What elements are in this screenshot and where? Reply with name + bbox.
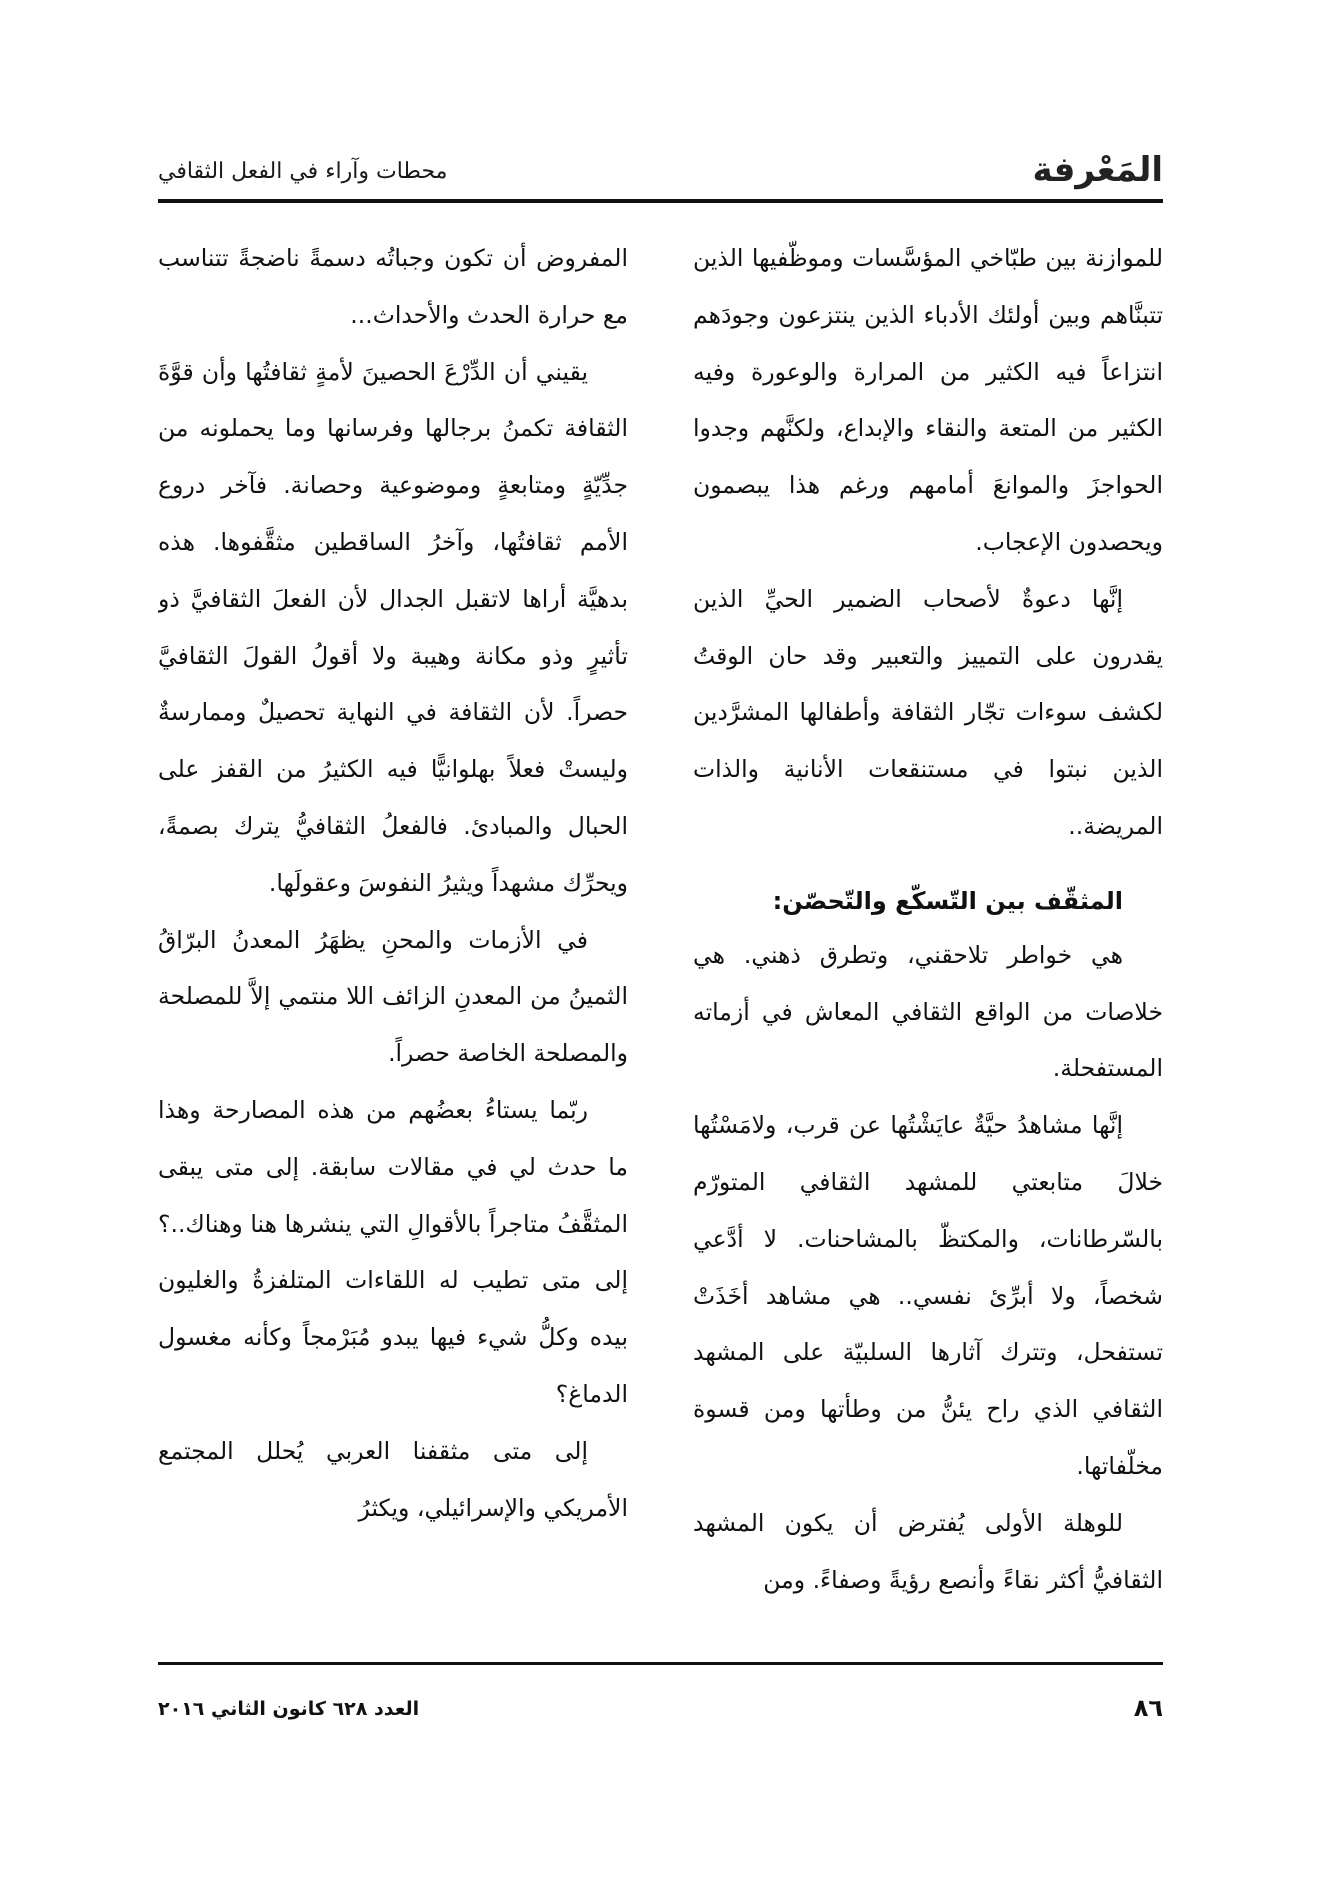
page-number: ٨٦ [1133,1694,1163,1722]
issue-info: العدد ٦٢٨ كانون الثاني ٢٠١٦ [158,1698,420,1720]
left-column [158,230,628,1650]
subheading: المثقّف بين التّسكّع والتّحصّن: [772,886,1123,915]
paragraph: في الأزمات والمحنِ يظهَرُ المعدنُ البرّاقُ الثمينُ من المعدنِ الزائف اللا منتمي إلاَّ للمصلحة والمصلحة الخاصة حصراً. [158,925,628,1068]
section-title: محطات وآراء في الفعل الثقافي [158,159,448,184]
paragraph: ربّما يستاءُ بعضُهم من هذه المصارحة وهذا ما حدث لي في مقالات سابقة. إلى متى يبقى المثقَّفُ متاجراً بالأقوالِ التي ينشرها هنا وهناك..؟ إلى متى تطيب له اللقاءات المتلفزةُ والغليون بيده وكلُّ شيء فيها يبدو مُبَرْمجاً وكأنه مغسول الدماغ؟ [158,1095,628,1408]
paragraph: هي خواطر تلاحقني، وتطرق ذهني. هي خلاصات من الواقع الثقافي المعاش في أزماته المستفحلة. [693,940,1163,1083]
header-divider [158,199,1163,203]
magazine-logo: المَعْرفة [1032,150,1163,190]
paragraph: يقيني أن الدِّرْعَ الحصينَ لأمةٍ ثقافتُها وأن قوَّةَ الثقافة تكمنُ برجالها وفرسانها وما يحملونه من جدِّيّةٍ ومتابعةٍ وموضوعية وحصانة. فآخر دروع الأمم ثقافتُها، وآخرُ الساقطين مثقَّفوها. هذه بدهيَّة أراها لاتقبل الجدال لأن الفعلَ الثقافيَّ ذو تأثيرٍ وذو مكانة وهيبة ولا أقولُ القولَ الثقافيَّ حصراً. لأن الثقافة في النهاية تحصيلٌ وممارسةٌ وليستْ فعلاً بهلوانيًّا فيه الكثيرُ من القفز على الحبال والمبادئ. فالفعلُ الثقافيُّ يترك بصمةً، ويحرِّك مشهداً ويثيرُ النفوسَ وعقولَها. [158,357,628,897]
paragraph: إلى متى مثقفنا العربي يُحلل المجتمع الأمريكي والإسرائيلي، ويكثرُ [158,1436,628,1522]
paragraph: المفروض أن تكون وجباتُه دسمةً ناضجةً تتناسب مع حرارة الحدث والأحداث... [158,244,628,329]
paragraph: إنَّها مشاهدُ حيَّةٌ عايَشْتُها عن قرب، ولامَسْتُها خلالَ متابعتي للمشهد الثقافي المتورّم بالسّرطانات، والمكتظّ بالمشاحنات. لا أدَّعي شخصاً، ولا أبرِّئ نفسي.. هي مشاهد أخَذَتْ تستفحل، وتترك آثارها السلبيّة على المشهد الثقافي الذي راح يئنُّ من وطأتها ومن قسوة مخلّفاتها. [693,1111,1163,1480]
paragraph: إنَّها دعوةٌ لأصحاب الضمير الحيِّ الذين يقدرون على التمييز والتعبير وقد حان الوقتُ لكشف سوءات تجّار الثقافة وأطفالها المشرَّدين الذين نبتوا في مستنقعات الأنانية والذات المريضة.. [693,584,1163,840]
right-column [693,230,1163,1650]
paragraph: للوهلة الأولى يُفترض أن يكون المشهد الثقافيُّ أكثر نقاءً وأنصع رؤيةً وصفاءً. ومن [693,1508,1163,1594]
page-header [158,150,1163,198]
page-footer [158,1690,1163,1730]
paragraph: للموازنة بين طبّاخي المؤسَّسات وموظّفيها الذين تتبنَّاهم وبين أولئك الأدباء الذين ينتزعون وجودَهم انتزاعاً فيه الكثير من المرارة والوعورة وفيه الكثير من المتعة والنقاء والإبداع، ولكنَّهم وجدوا الحواجزَ والموانعَ أمامهم ورغم هذا يبصمون ويحصدون الإعجاب. [693,244,1163,556]
footer-divider [158,1662,1163,1665]
